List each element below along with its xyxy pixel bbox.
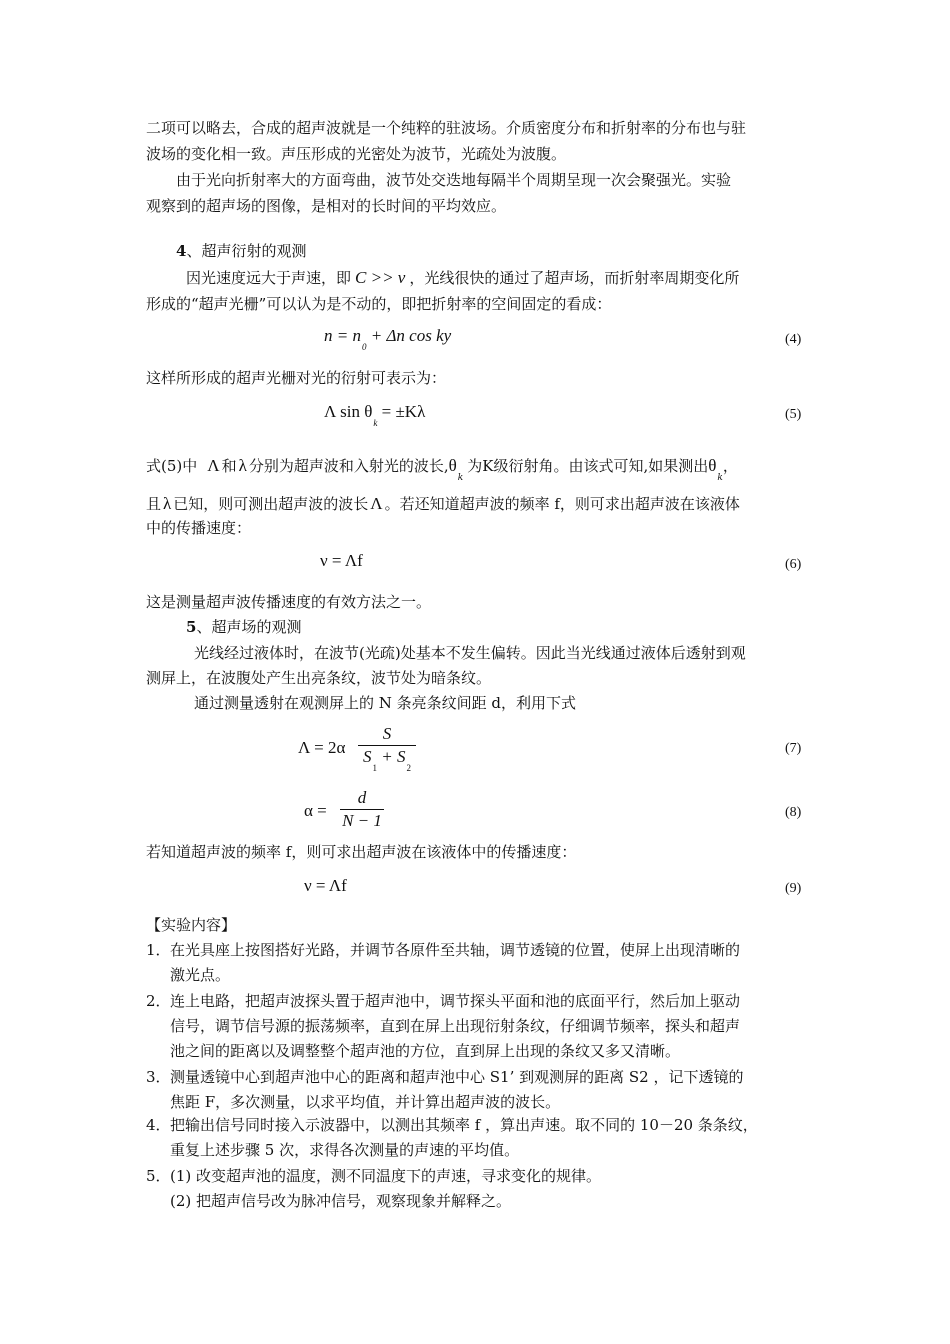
section-5-paragraph: 光线经过液体时，在波节(光疏)处基本不发生偏转。因此当光线通过液体后透射到观 [194,644,746,662]
equation-5-number: (5) [785,407,802,422]
equation-7-number: (7) [785,741,802,756]
equation-7-fraction: S $S_1 + S_2$ [358,724,416,769]
list-item-number: 1． [146,941,171,959]
section-4-paragraph: 因光速度远大于声速，即 C >> ν ，光线很快的通过了超声场，而折射率周期变化所 [186,268,740,287]
list-item: 在光具座上按图搭好光路，并调节各原件至共轴，调节透镜的位置，使屏上出现清晰的 [170,941,741,959]
equation-9-number: (9) [785,881,802,896]
list-item-number: 4． [146,1116,171,1134]
section-4-paragraph: 这样所形成的超声光栅对光的衍射可表示为： [146,369,447,387]
equation-8-fraction: d N − 1 [340,788,384,831]
intro-line: 由于光向折射率大的方面弯曲，波节处交迭地每隔半个周期呈现一次会聚强光。实验 [176,171,732,189]
section-4-paragraph: 中的传播速度： [146,519,252,537]
section-4-paragraph: 式(5)中 Λ 和 λ 分别为超声波和入射光的波长$,\theta_k$为K级衍射角。由该式可知,如果测出$\theta_k$， [146,456,738,483]
list-item: 信号，调节信号源的振荡频率，直到在屏上出现衍射条纹，仔细调节频率，探头和超声 [170,1017,741,1035]
equation-4: $n = n_0 + \Delta n$ cos ky [324,326,452,352]
list-item: 测量透镜中心到超声池中心的距离和超声池中心 S1’ 到观测屏的距离 S2 ，记下透镜的 [170,1068,744,1086]
equation-5: Λ $\sin \theta_k = \pm K\lambda$ [324,402,426,428]
section-5-paragraph: 测屏上，在波腹处产生出亮条纹，波节处为暗条纹。 [146,669,492,687]
equation-9: ν = Λf [304,876,347,895]
intro-line: 观察到的超声场的图像，是相对的长时间的平均效应。 [146,197,507,215]
equation-4-number: (4) [785,332,802,347]
list-item: 重复上述步骤 5 次，求得各次测量的声速的平均值。 [170,1141,520,1159]
section-5-paragraph: 通过测量透射在观测屏上的 N 条亮条纹间距 d，利用下式 [194,694,577,712]
section-4-heading: 4、超声衍射的观测 [176,242,307,260]
equation-6: ν = Λf [320,551,363,570]
list-item: 激光点。 [170,966,231,984]
equation-8-number: (8) [785,805,802,820]
section-4-paragraph: 且 λ 已知，则可测出超声波的波长 Λ 。若还知道超声波的频率 f，则可求出超声波在该液体 [146,494,740,513]
list-item: (1) 改变超声池的温度，测不同温度下的声速，寻求变化的规律。 [170,1167,602,1185]
list-item: 焦距 F，多次测量，以求平均值，并计算出超声波的波长。 [170,1093,561,1111]
intro-line: 二项可以略去，合成的超声波就是一个纯粹的驻波场。介质密度分布和折射率的分布也与驻 [146,119,747,137]
list-item: 池之间的距离以及调整整个超声池的方位，直到屏上出现的条纹又多又清晰。 [170,1042,681,1060]
content-heading: 【实验内容】 [146,916,237,934]
list-item: (2) 把超声信号改为脉冲信号，观察现象并解释之。 [170,1192,512,1210]
list-item-number: 3． [146,1068,171,1086]
equation-7-lhs: Λ = 2α [298,738,346,757]
list-item-number: 5． [146,1167,171,1185]
section-4-paragraph: 这是测量超声波传播速度的有效方法之一。 [146,593,432,611]
equation-6-number: (6) [785,557,802,572]
list-item-number: 2． [146,992,171,1010]
list-item: 把输出信号同时接入示波器中，以测出其频率 f ，算出声速。取不同的 10－20 条条纹， [170,1116,758,1134]
equation-8-lhs: α = [304,801,327,820]
section-4-paragraph: 形成的“超声光栅”可以认为是不动的，即把折射率的空间固定的看成： [146,295,612,313]
intro-line: 波场的变化相一致。声压形成的光密处为波节，光疏处为波腹。 [146,145,567,163]
section-5-paragraph: 若知道超声波的频率 f，则可求出超声波在该液体中的传播速度： [146,843,577,861]
section-5-heading: 5、超声场的观测 [186,618,302,636]
list-item: 连上电路，把超声波探头置于超声池中，调节探头平面和池的底面平行，然后加上驱动 [170,992,741,1010]
